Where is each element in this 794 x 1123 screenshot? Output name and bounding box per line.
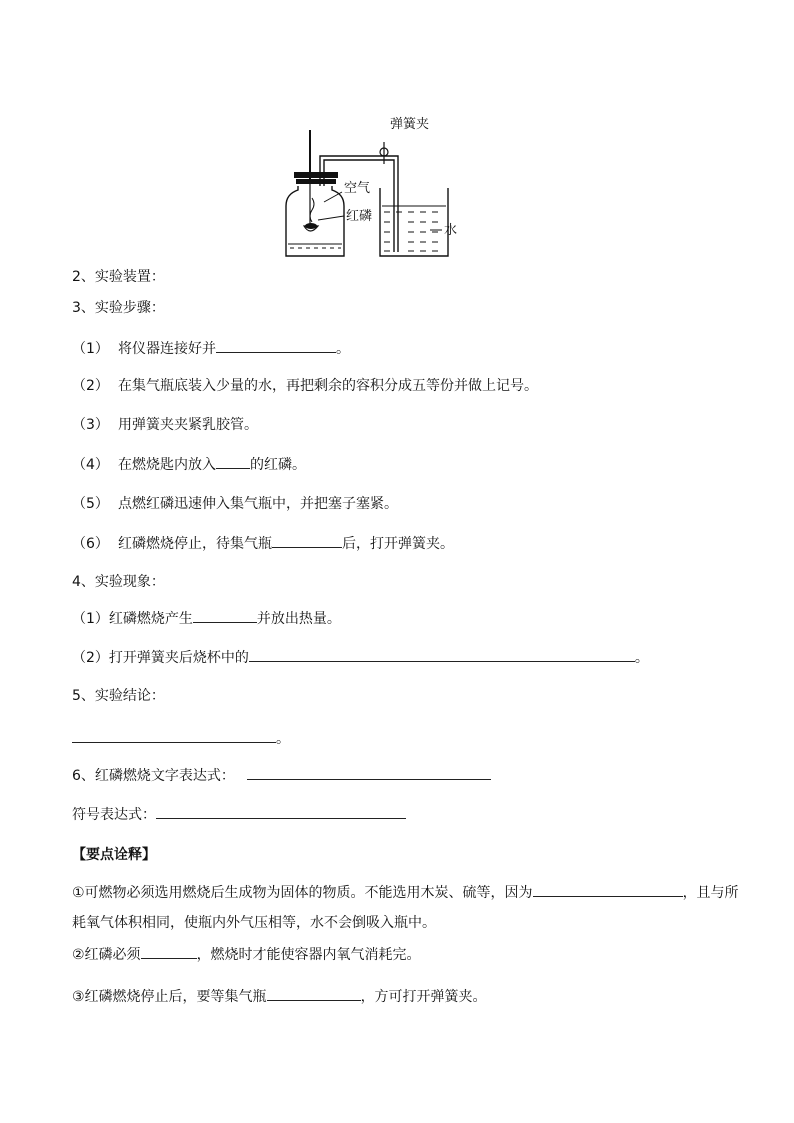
gas-jar [286, 186, 344, 256]
blank-symbol-equation[interactable] [156, 804, 406, 819]
stopper-bottom [296, 179, 336, 184]
phenomenon-2: （2）打开弹簧夹后烧杯中的 。 [72, 647, 649, 668]
blank-phenomenon-2[interactable] [249, 647, 635, 662]
section-steps: 3、实验步骤： [72, 300, 165, 316]
stopper-top [294, 172, 338, 178]
step-6: （6） 红磷燃烧停止，待集气瓶 后，打开弹簧夹。 [72, 533, 454, 554]
label-air: 空气 [344, 181, 371, 196]
label-spring-clip: 弹簧夹 [390, 117, 430, 132]
section-phenomena: 4、实验现象： [72, 574, 165, 590]
blank-step-4[interactable] [216, 454, 250, 469]
beaker-water [384, 212, 438, 251]
symbol-equation-line: 符号表达式： [72, 804, 406, 825]
key-point-2: ②红磷必须 ，燃烧时才能使容器内氧气消耗完。 [72, 944, 421, 965]
blank-key-3[interactable] [267, 986, 361, 1001]
flame-icon [310, 198, 314, 222]
key-point-1-cont: 耗氧气体积相同，使瓶内外气压相等，水不会倒吸入瓶中。 [72, 915, 436, 931]
key-point-1: ①可燃物必须选用燃烧后生成物为固体的物质。不能选用木炭、硫等，因为 ，且与所 [72, 882, 739, 903]
step-1: （1） 将仪器连接好并 。 [72, 338, 350, 359]
blank-key-1[interactable] [533, 882, 683, 897]
red-phosphorus [305, 223, 317, 229]
glass-tube-outer [320, 156, 398, 252]
blank-word-equation[interactable] [247, 765, 491, 780]
blank-step-1[interactable] [216, 338, 336, 353]
step-2: （2） 在集气瓶底装入少量的水，再把剩余的容积分成五等份并做上记号。 [72, 378, 538, 394]
word-equation-line: 6、红磷燃烧文字表达式： [72, 765, 491, 786]
label-red-phosphorus: 红磷 [346, 209, 373, 224]
section-apparatus: 2、实验装置： [72, 269, 165, 285]
key-points-title: 【要点诠释】 [72, 847, 156, 863]
step-3: （3） 用弹簧夹夹紧乳胶管。 [72, 417, 258, 433]
section-conclusion: 5、实验结论： [72, 688, 165, 704]
blank-conclusion[interactable] [72, 728, 276, 743]
key-point-3: ③红磷燃烧停止后，要等集气瓶 ，方可打开弹簧夹。 [72, 986, 487, 1007]
step-4: （4） 在燃烧匙内放入 的红磷。 [72, 454, 306, 475]
blank-phenomenon-1[interactable] [193, 608, 257, 623]
apparatus-figure [280, 112, 470, 262]
blank-key-2[interactable] [141, 944, 197, 959]
label-water: 水 [444, 223, 458, 238]
phenomenon-1: （1）红磷燃烧产生 并放出热量。 [72, 608, 341, 629]
blank-step-6[interactable] [272, 533, 342, 548]
step-5: （5） 点燃红磷迅速伸入集气瓶中，并把塞子塞紧。 [72, 496, 398, 512]
conclusion-line: 。 [72, 728, 290, 749]
